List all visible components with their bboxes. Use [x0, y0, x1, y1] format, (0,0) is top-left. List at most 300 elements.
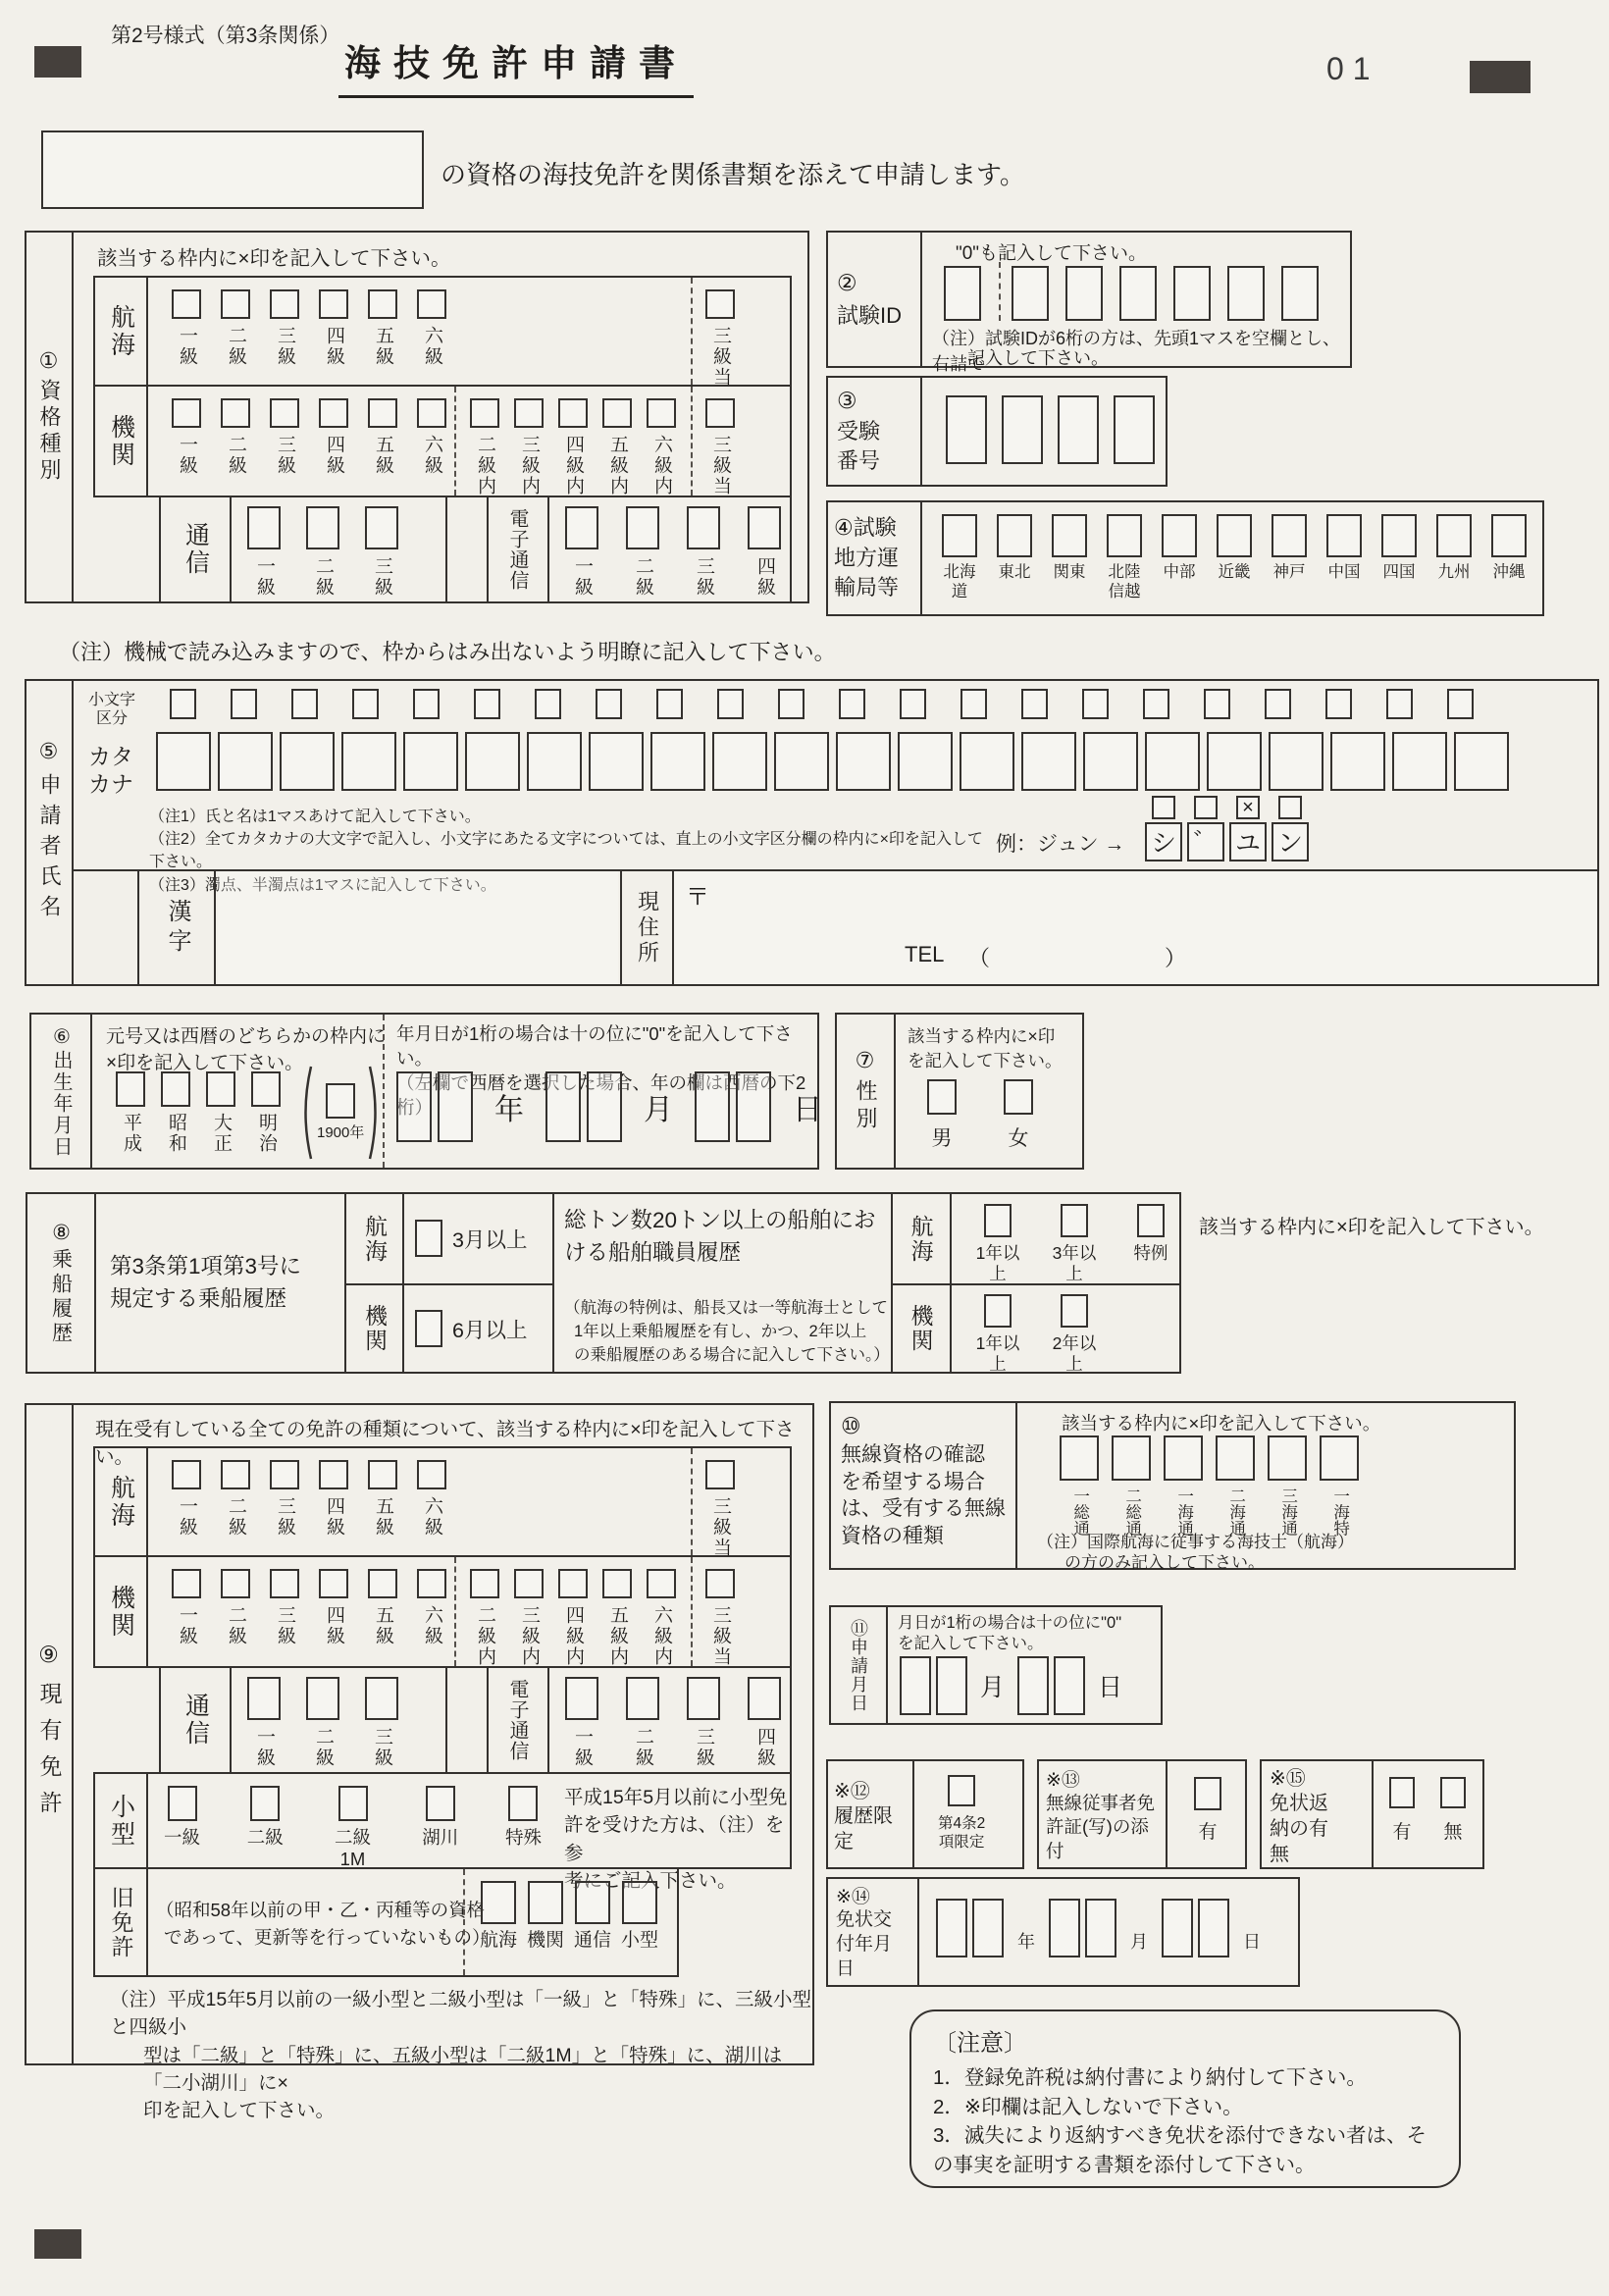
- komoji-checkbox[interactable]: [291, 689, 318, 719]
- bureau-checkbox[interactable]: [997, 514, 1032, 557]
- grade-checkbox[interactable]: [417, 1460, 446, 1489]
- section-13-title: 無線従事者免許証(写)の添付: [1046, 1793, 1156, 1861]
- grade-label: 四級: [323, 1496, 344, 1538]
- section-11-note: [898, 1613, 1121, 1655]
- section-8-label-strip: [27, 1194, 96, 1372]
- section-5-applicant-name: [25, 679, 1599, 986]
- grade-checkbox[interactable]: [558, 398, 588, 428]
- grade-checkbox[interactable]: [687, 1677, 720, 1720]
- komoji-checkbox[interactable]: [1082, 689, 1109, 719]
- section-9-current-licenses: [25, 1403, 814, 2122]
- grade-checkbox[interactable]: [417, 1569, 446, 1598]
- katakana-box[interactable]: [1207, 732, 1262, 791]
- bureau-options: [938, 514, 1531, 602]
- katakana-box[interactable]: [960, 732, 1014, 791]
- grade-checkbox[interactable]: [247, 1677, 281, 1720]
- grade-checkbox[interactable]: [565, 1677, 598, 1720]
- section-10-label-cell: [831, 1403, 1017, 1568]
- service-checkbox[interactable]: [1137, 1204, 1165, 1237]
- example-mark-box: ×: [1236, 796, 1260, 819]
- example-label: 例：ジュン →: [996, 833, 1125, 856]
- grade-checkbox[interactable]: [705, 1569, 735, 1598]
- katakana-box[interactable]: [774, 732, 829, 791]
- grade-checkbox[interactable]: [368, 398, 397, 428]
- grade-label: 三級: [274, 1605, 295, 1646]
- exam-id-digit-box[interactable]: [1012, 266, 1049, 321]
- examinee-digit-box[interactable]: [1114, 395, 1155, 464]
- section-13-checkbox[interactable]: [1194, 1777, 1221, 1810]
- grade-checkbox[interactable]: [221, 289, 250, 319]
- era-checkbox[interactable]: [116, 1071, 145, 1107]
- section-8-side-note: 該当する枠内に×印を記入して下さい。: [1199, 1217, 1544, 1238]
- section-15-yes-checkbox[interactable]: [1389, 1777, 1415, 1808]
- komoji-checkbox[interactable]: [1021, 689, 1048, 719]
- western-year-checkbox[interactable]: [326, 1083, 355, 1119]
- grade-checkbox[interactable]: [748, 1677, 781, 1720]
- bureau-checkbox[interactable]: [942, 514, 977, 557]
- katakana-box[interactable]: [403, 732, 458, 791]
- grade-checkbox[interactable]: [705, 289, 735, 319]
- grade-checkbox[interactable]: [319, 1569, 348, 1598]
- section-2-number: ②: [837, 269, 857, 295]
- kogata-options: [164, 1786, 542, 1870]
- year-digit-box[interactable]: [438, 1071, 473, 1142]
- section-11-application-date: [829, 1605, 1163, 1725]
- kogata-checkbox[interactable]: [508, 1786, 538, 1821]
- section-14-number: ※⑭: [836, 1887, 870, 1908]
- grade-checkbox[interactable]: [247, 506, 281, 549]
- grade-checkbox[interactable]: [602, 1569, 632, 1598]
- grade-option: [558, 1569, 588, 1667]
- bureau-option: [1158, 514, 1201, 602]
- section-15-license-return: [1260, 1759, 1484, 1869]
- bureau-checkbox[interactable]: [1381, 514, 1417, 557]
- katakana-box[interactable]: [1330, 732, 1385, 791]
- komoji-checkbox[interactable]: [1204, 689, 1230, 719]
- kokai-row-label: 航海: [107, 1474, 135, 1530]
- grade-option: [417, 1569, 446, 1646]
- grade-label: 一級: [253, 1727, 275, 1768]
- examinee-digit-box[interactable]: [1058, 395, 1099, 464]
- grade-checkbox[interactable]: [172, 398, 201, 428]
- komoji-checkbox[interactable]: [596, 689, 622, 719]
- bureau-checkbox[interactable]: [1217, 514, 1252, 557]
- day-digit-box[interactable]: [1017, 1656, 1049, 1715]
- radio-type-checkbox[interactable]: [1320, 1435, 1359, 1481]
- grade-checkbox[interactable]: [748, 506, 781, 549]
- bureau-checkbox[interactable]: [1436, 514, 1472, 557]
- denshi-options: [565, 506, 781, 598]
- kikan-extra-option: [705, 398, 735, 496]
- katakana-box[interactable]: [836, 732, 891, 791]
- qualification-entry-box[interactable]: [41, 130, 424, 209]
- komoji-checkbox[interactable]: [839, 689, 865, 719]
- grade-label: 五級: [372, 326, 393, 367]
- grade-option: [602, 1569, 632, 1667]
- katakana-box[interactable]: [1392, 732, 1447, 791]
- grade-checkbox[interactable]: [368, 289, 397, 319]
- kyu-row: [93, 1867, 679, 1977]
- radio-type-option: [1164, 1435, 1203, 1537]
- section-1-label-strip: [26, 233, 74, 601]
- grade-option: [470, 1569, 499, 1667]
- bureau-checkbox[interactable]: [1162, 514, 1197, 557]
- day-digit-box[interactable]: [1162, 1899, 1193, 1957]
- service-checkbox[interactable]: [984, 1294, 1012, 1328]
- grade-label: 一級: [253, 556, 275, 598]
- kyu-checkbox[interactable]: [575, 1881, 610, 1924]
- kikan-row: [95, 1557, 790, 1666]
- grade-checkbox[interactable]: [368, 1569, 397, 1598]
- era-checkbox[interactable]: [161, 1071, 190, 1107]
- radio-type-checkbox[interactable]: [1216, 1435, 1255, 1481]
- grade-label: 三級: [274, 1496, 295, 1538]
- kikan-row: [95, 387, 790, 496]
- tsushin-options: [247, 1677, 398, 1768]
- basis-line2: 規定する乗船履歴: [110, 1285, 287, 1311]
- komoji-checkbox[interactable]: [1325, 689, 1352, 719]
- kikan-label-cell: [346, 1283, 402, 1373]
- day-digit-box[interactable]: [695, 1071, 730, 1142]
- grade-checkbox[interactable]: [319, 289, 348, 319]
- komoji-checkbox[interactable]: [900, 689, 926, 719]
- kogata-option: [422, 1786, 458, 1870]
- exam-id-digit-box[interactable]: [944, 266, 981, 321]
- example-mark-box: [1278, 796, 1302, 819]
- section-4-exam-bureau: [826, 500, 1544, 616]
- grade-checkbox[interactable]: [626, 506, 659, 549]
- katakana-box[interactable]: [589, 732, 644, 791]
- komoji-checkbox[interactable]: [231, 689, 257, 719]
- grade-checkbox[interactable]: [365, 1677, 398, 1720]
- exam-id-digit-box[interactable]: [1065, 266, 1103, 321]
- examinee-digit-box[interactable]: [946, 395, 987, 464]
- western-year-option: [298, 1064, 383, 1162]
- caution-item: 3．滅失により返納すべき免状を添付できない者は、その事実を証明する書類を添付して下さい。: [933, 2124, 1427, 2177]
- mid-title-line1: 総トン数20トン以上の船舶にお: [564, 1208, 876, 1232]
- grade-option: [221, 1569, 250, 1646]
- komoji-checkbox[interactable]: [656, 689, 683, 719]
- kogata-label: 小型: [107, 1793, 135, 1849]
- radio-type-label: 一海通: [1174, 1487, 1193, 1537]
- month-digit-box[interactable]: [1049, 1899, 1080, 1957]
- grade-checkbox[interactable]: [319, 1460, 348, 1489]
- grade-checkbox[interactable]: [306, 1677, 339, 1720]
- grade-option: [368, 1460, 397, 1538]
- grade-label: 三級: [274, 435, 295, 476]
- male-option: [927, 1079, 957, 1151]
- katakana-box[interactable]: [280, 732, 335, 791]
- tel-label: TEL: [905, 942, 945, 966]
- katakana-box[interactable]: [1269, 732, 1324, 791]
- examinee-digit-box[interactable]: [1002, 395, 1043, 464]
- kogata-grade-label: 湖川: [422, 1827, 459, 1848]
- grade-checkbox[interactable]: [705, 1460, 735, 1489]
- date-note-line1: 年月日が1桁の場合は十の位に"0"を記入して下さい。: [396, 1023, 793, 1069]
- bureau-checkbox[interactable]: [1107, 514, 1142, 557]
- service-option: [1044, 1204, 1105, 1284]
- grade-checkbox[interactable]: [417, 289, 446, 319]
- dashed-divider: [691, 387, 693, 496]
- kokai-grade-options: [172, 1460, 446, 1538]
- tsushin-label-cell: [161, 1668, 232, 1772]
- month-digit-box[interactable]: [1085, 1899, 1116, 1957]
- grade-checkbox[interactable]: [602, 398, 632, 428]
- grade-checkbox[interactable]: [514, 1569, 544, 1598]
- grade-checkbox[interactable]: [172, 1569, 201, 1598]
- kyu-checkbox[interactable]: [528, 1881, 563, 1924]
- address-field[interactable]: [674, 871, 1597, 984]
- komoji-checkbox[interactable]: [1265, 689, 1291, 719]
- month-unit: 月: [644, 1094, 673, 1126]
- denshi-label-cell: [487, 497, 549, 601]
- month-digit-box[interactable]: [936, 1656, 967, 1715]
- grade-checkbox[interactable]: [221, 398, 250, 428]
- komoji-checkbox[interactable]: [352, 689, 379, 719]
- radio-type-checkbox[interactable]: [1112, 1435, 1151, 1481]
- grade-checkbox[interactable]: [470, 398, 499, 428]
- month-unit: 月: [1130, 1932, 1148, 1952]
- denshi-label: 電子通信: [506, 508, 528, 591]
- day-digit-box[interactable]: [1198, 1899, 1229, 1957]
- grade-label: 二級: [312, 556, 334, 598]
- right-kokai-label: 航海: [908, 1214, 934, 1264]
- caution-item: 2．※印欄は記入しないで下さい。: [933, 2095, 1243, 2118]
- month-digit-box[interactable]: [587, 1071, 622, 1142]
- komoji-checkbox[interactable]: [474, 689, 500, 719]
- male-checkbox[interactable]: [927, 1079, 957, 1115]
- grade-option: [247, 1677, 281, 1768]
- section-1-title: ①資格種別: [37, 349, 62, 485]
- komoji-checkbox[interactable]: [1386, 689, 1413, 719]
- bureau-option: [1213, 514, 1256, 602]
- section-10-label-line: を希望する場合: [841, 1470, 985, 1493]
- katakana-box[interactable]: [156, 732, 211, 791]
- caution-box: [909, 2009, 1461, 2188]
- bureau-label: 九州: [1437, 563, 1471, 581]
- grade-checkbox[interactable]: [626, 1677, 659, 1720]
- grade-checkbox[interactable]: [647, 1569, 676, 1598]
- grade-checkbox[interactable]: [365, 506, 398, 549]
- male-label: 男: [931, 1127, 953, 1150]
- grade-checkbox[interactable]: [270, 1460, 299, 1489]
- katakana-box[interactable]: [465, 732, 520, 791]
- grade-checkbox[interactable]: [514, 398, 544, 428]
- bureau-option: [1377, 514, 1421, 602]
- grade-label: 三級: [693, 556, 714, 598]
- grade-label: 五級: [372, 435, 393, 476]
- day-digit-box[interactable]: [736, 1071, 771, 1142]
- era-option: [161, 1071, 190, 1154]
- komoji-checkbox[interactable]: [170, 689, 196, 719]
- komoji-checkbox[interactable]: [717, 689, 744, 719]
- name-note-line: （注3）濁点、半濁点は1マスに記入して下さい。: [149, 876, 496, 894]
- application-date-boxes: [900, 1656, 1135, 1715]
- year-digit-box[interactable]: [936, 1899, 967, 1957]
- komoji-checkbox[interactable]: [1447, 689, 1474, 719]
- kogata-checkbox[interactable]: [338, 1786, 368, 1821]
- katakana-box[interactable]: [1145, 732, 1200, 791]
- section-14-title: 免状交付年月日: [836, 1909, 893, 1979]
- basis-cell: [96, 1194, 346, 1372]
- section-9-note: [110, 1986, 812, 2124]
- grade-checkbox[interactable]: [221, 1569, 250, 1598]
- komoji-checkbox[interactable]: [960, 689, 987, 719]
- kyu-checkbox[interactable]: [481, 1881, 516, 1924]
- grade-option: [319, 398, 348, 476]
- section-12-checkbox[interactable]: [948, 1775, 975, 1806]
- exam-id-digit-box[interactable]: [1173, 266, 1211, 321]
- grade-checkbox[interactable]: [558, 1569, 588, 1598]
- era-options: [116, 1071, 281, 1154]
- grade-label: 三級: [371, 1727, 392, 1768]
- section-15-no-checkbox[interactable]: [1440, 1777, 1466, 1808]
- year-digit-box[interactable]: [972, 1899, 1004, 1957]
- era-checkbox[interactable]: [251, 1071, 281, 1107]
- katakana-box[interactable]: [218, 732, 273, 791]
- kokai-label: 航海: [362, 1214, 388, 1264]
- kikan-row-label-cell: [95, 1557, 148, 1666]
- katakana-box[interactable]: [1454, 732, 1509, 791]
- section-10-label-lines: [841, 1441, 1006, 1551]
- kanji-label-cell: [137, 871, 216, 984]
- grade-label: 一級: [571, 1727, 593, 1768]
- section-6-birthdate: [29, 1013, 822, 1170]
- month-digit-box[interactable]: [900, 1656, 931, 1715]
- grade-checkbox[interactable]: [705, 398, 735, 428]
- komoji-kubun-boxes: [170, 689, 1474, 719]
- grade-checkbox[interactable]: [319, 398, 348, 428]
- radio-type-checkbox[interactable]: [1268, 1435, 1307, 1481]
- grade-label: 六級: [421, 1605, 442, 1646]
- mid-note-line2: 1年以上乗船履歴を有し、かつ、2年以上: [574, 1322, 867, 1340]
- grade-option: [565, 506, 598, 598]
- kanji-address-row: [74, 869, 1597, 984]
- bureau-checkbox[interactable]: [1272, 514, 1307, 557]
- grade-checkbox[interactable]: [368, 1460, 397, 1489]
- grade-option: [602, 398, 632, 496]
- bureau-checkbox[interactable]: [1052, 514, 1087, 557]
- komoji-checkbox[interactable]: [778, 689, 804, 719]
- right-paren-icon: [367, 1064, 383, 1162]
- day-digit-box[interactable]: [1054, 1656, 1085, 1715]
- kanji-name-field[interactable]: [218, 871, 618, 984]
- grade-checkbox[interactable]: [221, 1460, 250, 1489]
- dashed-divider: [463, 1869, 465, 1975]
- grade-checkbox[interactable]: [565, 506, 598, 549]
- exam-id-digit-box[interactable]: [1119, 266, 1157, 321]
- radio-type-checkbox[interactable]: [1060, 1435, 1099, 1481]
- komoji-checkbox[interactable]: [535, 689, 561, 719]
- exam-id-top-note: "0"も記入して下さい。: [956, 243, 1148, 264]
- era-checkbox[interactable]: [206, 1071, 235, 1107]
- grade-checkbox[interactable]: [270, 289, 299, 319]
- right-kikan-label-cell: [891, 1283, 950, 1373]
- right-kokai-label-cell: [891, 1194, 950, 1283]
- radio-type-label: 一海特: [1330, 1487, 1349, 1537]
- bureau-checkbox[interactable]: [1491, 514, 1527, 557]
- female-checkbox[interactable]: [1004, 1079, 1033, 1115]
- grade-label: 六級内: [650, 435, 672, 496]
- katakana-box[interactable]: [898, 732, 953, 791]
- section-12-option-label: [938, 1814, 985, 1852]
- kogata-checkbox[interactable]: [250, 1786, 280, 1821]
- era-note-line2: ×印を記入して下さい。: [106, 1052, 304, 1073]
- kogata-row: [93, 1772, 792, 1892]
- bureau-checkbox[interactable]: [1326, 514, 1362, 557]
- grade-label: 六級: [421, 435, 442, 476]
- kyu-checkbox[interactable]: [622, 1881, 657, 1924]
- kogata-checkbox[interactable]: [426, 1786, 455, 1821]
- grade-label: 一級: [571, 556, 593, 598]
- denshi-label-cell: [487, 1668, 549, 1772]
- section-15-no-option: [1440, 1777, 1466, 1845]
- katakana-box[interactable]: [527, 732, 582, 791]
- grade-label: 一級: [176, 1605, 197, 1646]
- grade-checkbox[interactable]: [687, 506, 720, 549]
- grade-checkbox[interactable]: [470, 1569, 499, 1598]
- service-checkbox[interactable]: [1061, 1204, 1088, 1237]
- grade-checkbox[interactable]: [270, 1569, 299, 1598]
- month-digit-box[interactable]: [545, 1071, 581, 1142]
- komoji-checkbox[interactable]: [413, 689, 440, 719]
- service-checkbox[interactable]: [984, 1204, 1012, 1237]
- exam-id-digit-box[interactable]: [1227, 266, 1265, 321]
- grade-checkbox[interactable]: [306, 506, 339, 549]
- katakana-box[interactable]: [341, 732, 396, 791]
- year-digit-box[interactable]: [396, 1071, 432, 1142]
- section-11-note-line1: 月日が1桁の場合は十の位に"0": [898, 1614, 1122, 1632]
- kikan-req-checkbox[interactable]: [415, 1310, 442, 1347]
- era-option: [116, 1071, 145, 1154]
- example-char-box: ユ: [1229, 822, 1267, 861]
- katakana-box[interactable]: [650, 732, 705, 791]
- kikan-req-label: 6月以上: [452, 1318, 528, 1342]
- era-option: [206, 1071, 235, 1154]
- grade-option: [514, 398, 544, 496]
- service-checkbox[interactable]: [1061, 1294, 1088, 1328]
- grade-checkbox[interactable]: [270, 398, 299, 428]
- katakana-box[interactable]: [1083, 732, 1138, 791]
- exam-id-digit-box[interactable]: [1281, 266, 1319, 321]
- katakana-box[interactable]: [1021, 732, 1076, 791]
- kogata-checkbox[interactable]: [168, 1786, 197, 1821]
- kikan-requirement: [415, 1310, 527, 1347]
- section-3-label-cell: [828, 378, 922, 485]
- bureau-label: 中国: [1327, 563, 1361, 581]
- grade-checkbox[interactable]: [647, 398, 676, 428]
- section-9-note-line1: （注）平成15年5月以前の一級小型と二級小型は「一級」と「特殊」に、三級小型と四級小: [110, 1989, 812, 2039]
- komoji-checkbox[interactable]: [1143, 689, 1169, 719]
- grade-option: [417, 398, 446, 476]
- right-kokai-options: [967, 1204, 1181, 1284]
- bureau-option: [1487, 514, 1531, 602]
- radio-type-checkbox[interactable]: [1164, 1435, 1203, 1481]
- grade-checkbox[interactable]: [172, 1460, 201, 1489]
- grade-checkbox[interactable]: [172, 289, 201, 319]
- grade-checkbox[interactable]: [417, 398, 446, 428]
- radio-type-option: [1060, 1435, 1099, 1537]
- kikan-extra-option: [705, 1569, 735, 1667]
- postal-mark: 〒: [686, 884, 709, 911]
- katakana-box[interactable]: [712, 732, 767, 791]
- grade-option: [319, 1460, 348, 1538]
- kogata-option: [331, 1786, 376, 1870]
- mid-note-line3: の乗船履歴のある場合に記入して下さい。）: [574, 1345, 890, 1364]
- kokai-req-checkbox[interactable]: [415, 1220, 442, 1257]
- kogata-grade-label: 二級1M: [334, 1827, 371, 1870]
- dashed-divider: [691, 278, 693, 385]
